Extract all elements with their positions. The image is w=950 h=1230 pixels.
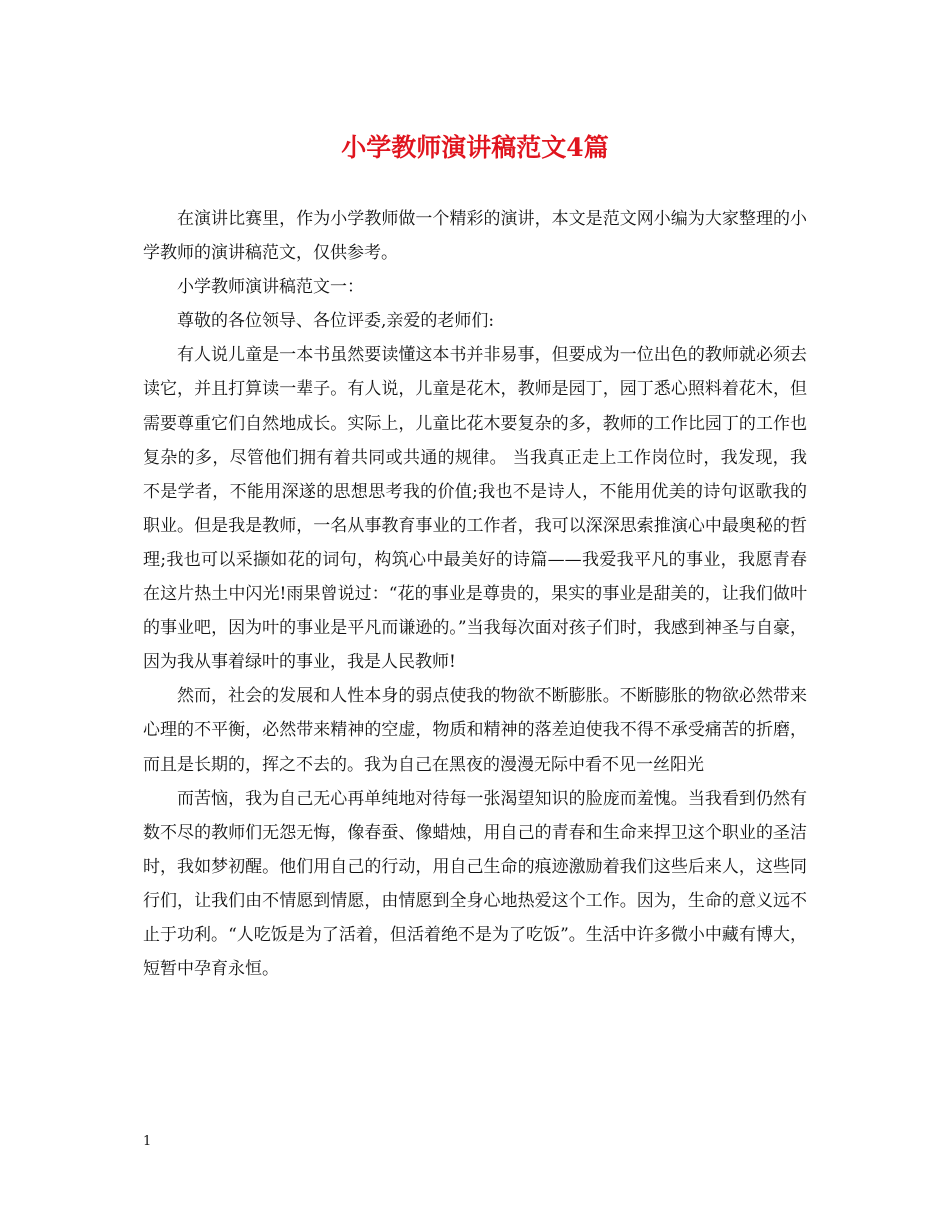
paragraph-body-1: 有人说儿童是一本书虽然要读懂这本书并非易事，但要成为一位出色的教师就必须去读它，并且打算读一辈子。有人说，儿童是花木，教师是园丁，园丁悉心照料着花木，但需要尊重它们自然地成长。实际上，儿童比花木要复杂的多，教师的工作比园丁的工作也复杂的多，尽管他们拥有着共同或共通的规律。 当我真正走上工作岗位时，我发现，我不是学者，不能用深遂的思想思考我的价值;我也不是诗人，不能用优美的诗句讴歌我的职业。但是我是教师，一名从事教育事业的工作者，我可以深深思索推演心中最奥秘的哲理;我也可以采撷如花的词句，构筑心中最美好的诗篇——我爱我平凡的事业，我愿青春在这片热土中闪光!雨果曾说过：“花的事业是尊贵的，果实的事业是甜美的，让我们做叶的事业吧，因为叶的事业是平凡而谦逊的。”当我每次面对孩子们时，我感到神圣与自豪，因为我从事着绿叶的事业，我是人民教师!	[143, 345, 807, 673]
paragraph-salutation: 尊敬的各位领导、各位评委,亲爱的老师们:	[177, 311, 495, 332]
document-title: 小学教师演讲稿范文4篇	[341, 133, 609, 162]
paragraph-body-3: 而苦恼，我为自己无心再单纯地对待每一张渴望知识的脸庞而羞愧。当我看到仍然有数不尽的教师们无怨无悔，像春蚕、像蜡烛，用自己的青春和生命来捍卫这个职业的圣洁时，我如梦初醒。他们用自己的行动，用自己生命的痕迹激励着我们这些后来人，这些同行们，让我们由不情愿到情愿，由情愿到全身心地热爱这个工作。因为，生命的意义远不止于功利。“人吃饭是为了活着，但活着绝不是为了吃饭”。生活中许多微小中藏有博大，短暂中孕育永恒。	[143, 788, 807, 980]
paragraph-body-2: 然而，社会的发展和人性本身的弱点使我的物欲不断膨胀。不断膨胀的物欲必然带来心理的不平衡，必然带来精神的空虚，物质和精神的落差迫使我不得不承受痛苦的折磨，而且是长期的，挥之不去的。我为自己在黑夜的漫漫无际中看不见一丝阳光	[143, 686, 807, 775]
page-number: 1	[143, 1134, 152, 1149]
paragraph-section-heading: 小学教师演讲稿范文一：	[177, 277, 364, 298]
document-body	[143, 202, 807, 986]
paragraph-intro: 在演讲比赛里，作为小学教师做一个精彩的演讲，本文是范文网小编为大家整理的小学教师的演讲稿范文，仅供参考。	[143, 209, 807, 264]
